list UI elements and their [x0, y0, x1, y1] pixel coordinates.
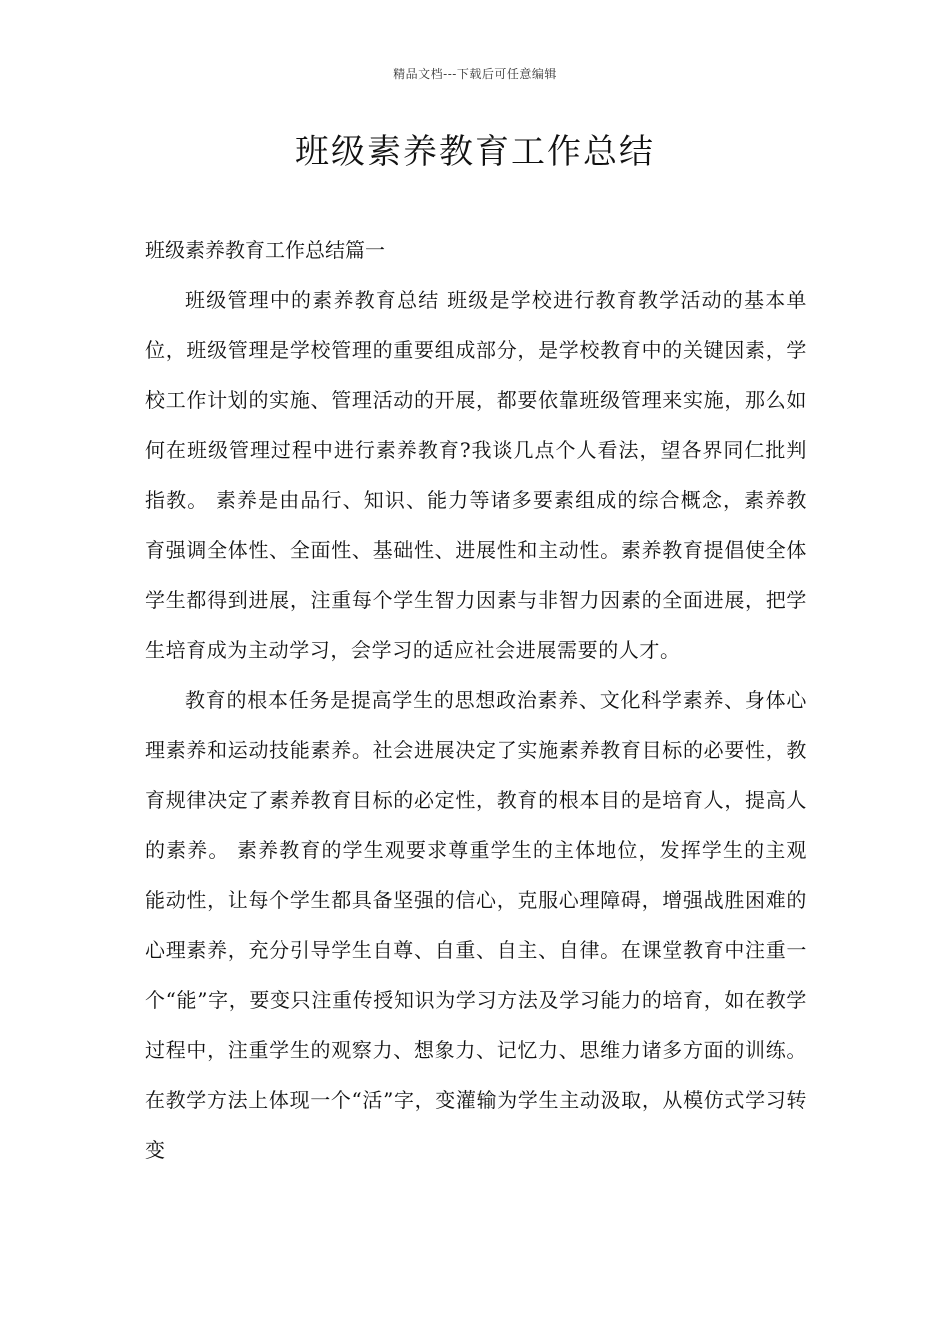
body-paragraph-1: 班级管理中的素养教育总结 班级是学校进行教育教学活动的基本单位，班级管理是学校管理的重要组成部分，是学校教育中的关键因素，学校工作计划的实施、管理活动的开展，都要依靠班级管理来实施，那么如何在班级管理过程中进行素养教育?我谈几点个人看法，望各界同仁批判指教。 素养是由品行、知识、能力等诸多要素组成的综合概念，素养教育强调全体性、全面性、基础性、进展性和主动性。素养教育提倡使全体学生都得到进展，注重每个学生智力因素与非智力因素的全面进展，把学生培育成为主动学习，会学习的适应社会进展需要的人才。	[145, 288, 807, 662]
document-body	[145, 225, 807, 1175]
section-subtitle: 班级素养教育工作总结篇一	[145, 238, 385, 262]
body-paragraph-2: 教育的根本任务是提高学生的思想政治素养、文化科学素养、身体心理素养和运动技能素养。社会进展决定了实施素养教育目标的必要性，教育规律决定了素养教育目标的必定性，教育的根本目的是培育人，提高人的素养。 素养教育的学生观要求尊重学生的主体地位，发挥学生的主观能动性，让每个学生都具备坚强的信心，克服心理障碍，增强战胜困难的心理素养，充分引导学生自尊、自重、自主、自律。在课堂教育中注重一个“能”字，要变只注重传授知识为学习方法及学习能力的培育，如在教学过程中，注重学生的观察力、想象力、记忆力、思维力诸多方面的训练。在教学方法上体现一个“活”字，变灌输为学生主动汲取，从模仿式学习转变	[145, 688, 807, 1162]
page-header: 精品文档---下载后可任意编辑	[393, 67, 557, 81]
document-title: 班级素养教育工作总结	[295, 132, 655, 172]
